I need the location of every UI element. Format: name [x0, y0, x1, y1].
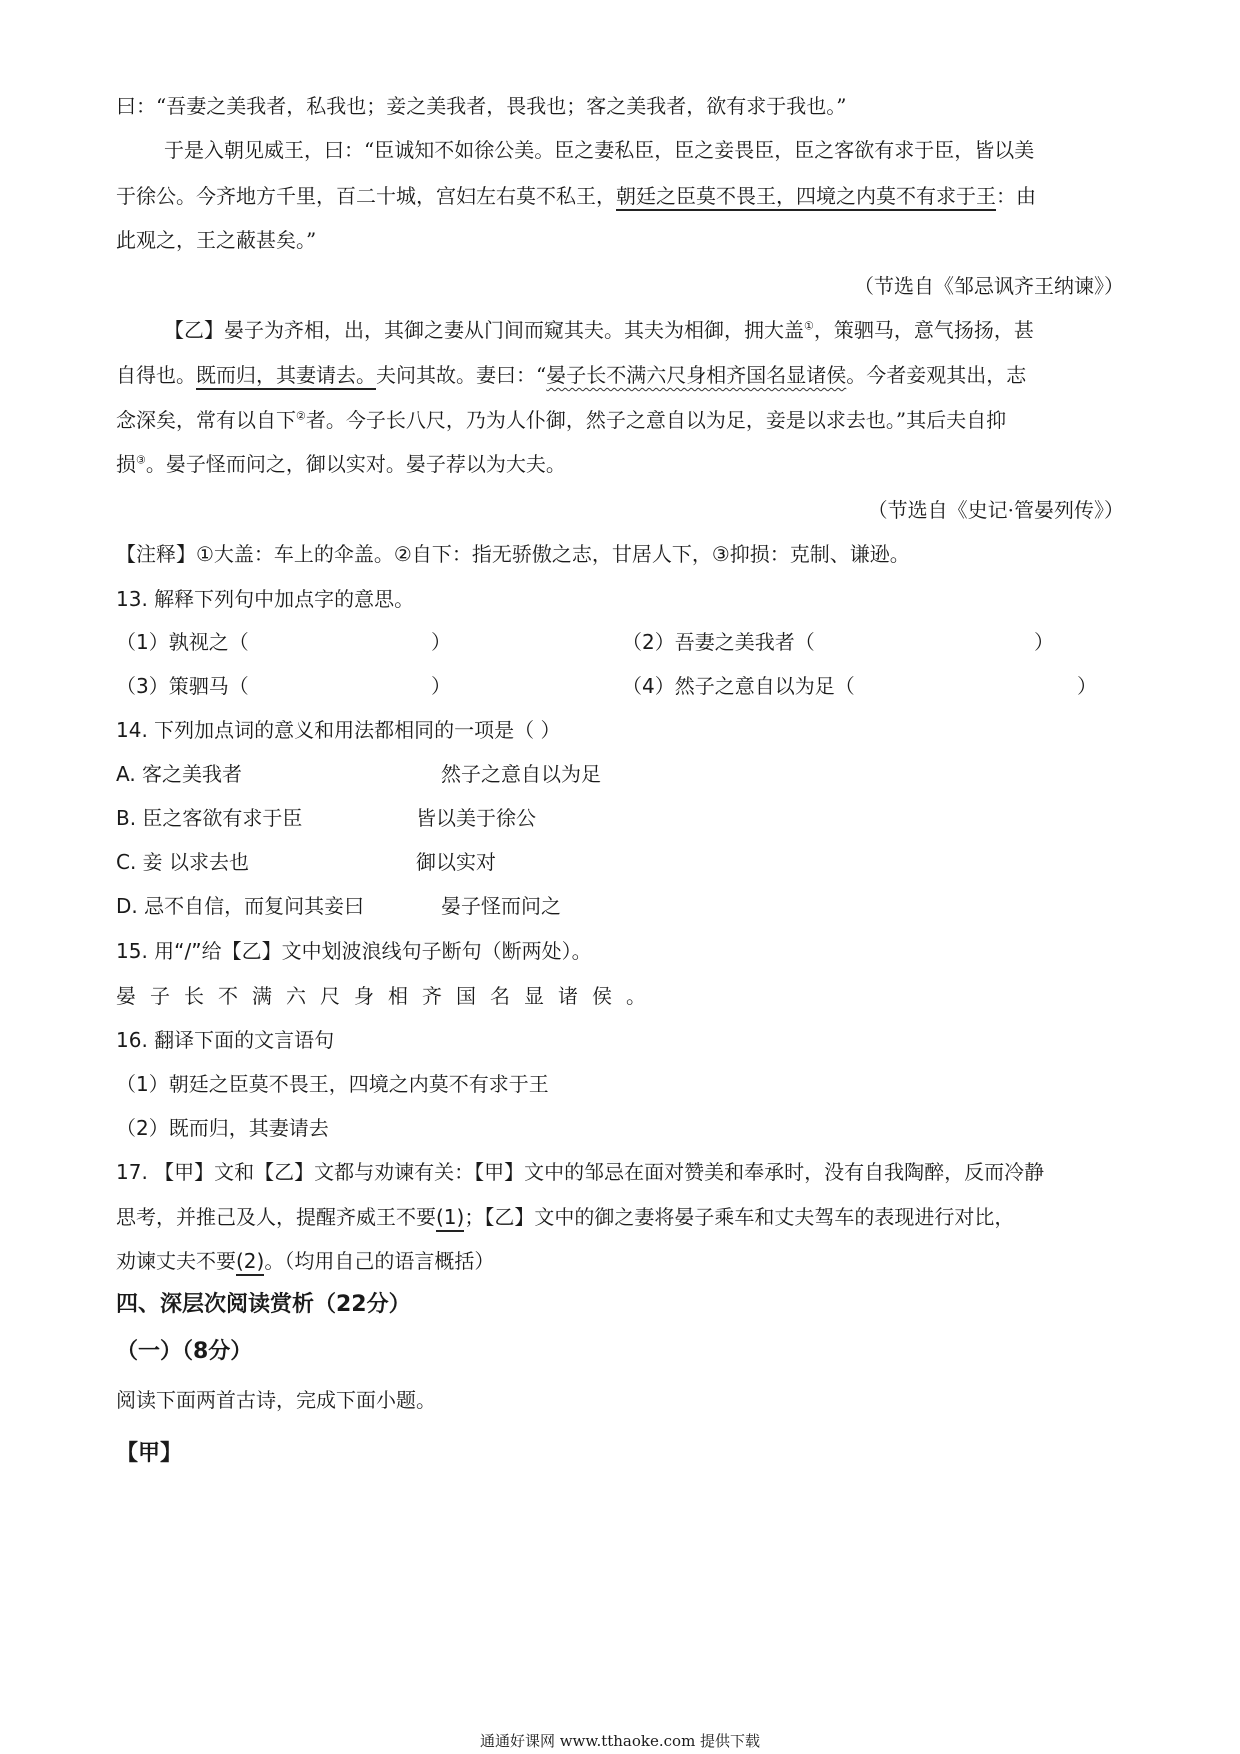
passage-line-1: 曰：“吾妻之美我者，私我也；妾之美我者，畏我也；客之美我者，欲有求于我也。”: [116, 94, 847, 118]
q14-stem: 14. 下列加点词的意义和用法都相同的一项是（ ）: [116, 718, 561, 742]
underlined-sentence-1: 朝廷之臣莫不畏王，四境之内莫不有求于王: [616, 184, 996, 211]
section-4-heading: 四、深层次阅读赏析（22分）: [116, 1292, 411, 1317]
q16-item-1: （1）朝廷之臣莫不畏王，四境之内莫不有求于王: [116, 1072, 549, 1096]
source-citation-1: （节选自《邹忌讽齐王纳谏》）: [854, 274, 1124, 298]
q17-line-3: 劝谏丈夫不要(2)。（均用自己的语言概括）: [116, 1247, 1126, 1275]
section-4-sub-heading: （一）（8分）: [116, 1339, 253, 1364]
q17-line-1: 17. 【甲】文和【乙】文都与劝谏有关：【甲】文中的邹忌在面对赞美和奉承时，没有自我陶醉，反而冷静: [116, 1160, 1045, 1184]
passage-line-3: 于徐公。今齐地方千里，百二十城，宫妇左右莫不私王，朝廷之臣莫不畏王，四境之内莫不有求于王：由: [116, 182, 1126, 210]
q14-option-a: A. 客之美我者 然子之意自以为足: [116, 762, 601, 786]
q14-option-c: C. 妾 以求去也 御以实对: [116, 850, 496, 874]
annotation-notes: 【注释】①大盖：车上的伞盖。②自下：指无骄傲之志，甘居人下，③抑损：克制、谦逊。: [116, 542, 910, 566]
q13-item-3: （3）策驷马（ ）: [116, 674, 451, 698]
q14-option-b: B. 臣之客欲有求于臣 皆以美于徐公: [116, 806, 536, 830]
poem-jia-label: 【甲】: [116, 1441, 183, 1466]
section-4-instruction: 阅读下面两首古诗，完成下面小题。: [116, 1388, 436, 1412]
q14-option-d: D. 忌不自信，而复问其妾曰 晏子怪而问之: [116, 894, 561, 918]
q17-line-2: 思考，并推己及人，提醒齐威王不要(1)；【乙】文中的御之妻将晏子乘车和丈夫驾车的表现进行对比，: [116, 1203, 1126, 1231]
q13-item-2: （2）吾妻之美我者（ ）: [622, 630, 1054, 654]
passage-line-7: 念深矣，常有以自下②者。今子长八尺，乃为人仆御，然子之意自以为足，妾是以求去也。”其后夫自抑: [116, 408, 1007, 432]
passage-line-4: 此观之，王之蔽甚矣。”: [116, 228, 317, 252]
passage-line-5: 【乙】晏子为齐相，出，其御之妻从门间而窥其夫。其夫为相御，拥大盖①，策驷马，意气扬扬，甚: [164, 318, 1034, 342]
passage-line-8: 损③。晏子怪而问之，御以实对。晏子荐以为大夫。: [116, 452, 566, 476]
passage-line-2: 于是入朝见威王，曰：“臣诚知不如徐公美。臣之妻私臣，臣之妾畏臣，臣之客欲有求于臣，皆以美: [164, 138, 1035, 162]
underlined-sentence-2: 既而归，其妻请去。: [196, 363, 376, 390]
q16-item-2: （2）既而归，其妻请去: [116, 1116, 329, 1140]
q15-sentence: 晏子长不满六尺身相齐国名显诸侯。: [116, 984, 660, 1008]
q16-stem: 16. 翻译下面的文言语句: [116, 1028, 335, 1052]
q15-stem: 15. 用“/”给【乙】文中划波浪线句子断句（断两处）。: [116, 939, 592, 963]
page-footer: 通通好课网 www.tthaoke.com 提供下载: [479, 1732, 761, 1750]
q13-stem: 13. 解释下列句中加点字的意思。: [116, 587, 415, 611]
passage-line-6: 自得也。既而归，其妻请去。夫问其故。妻曰：“晏子长不满六尺身相齐国名显诸侯。今者妾观其出，志: [116, 361, 1126, 389]
wavy-sentence: 晏子长不满六尺身相齐国名显诸侯: [546, 363, 847, 387]
blank-2: (2): [236, 1249, 264, 1276]
source-citation-2: （节选自《史记·管晏列传》）: [867, 498, 1124, 522]
q13-item-4: （4）然子之意自以为足（ ）: [622, 674, 1097, 698]
blank-1: (1): [436, 1205, 464, 1232]
q13-item-1: （1）孰视之（ ）: [116, 630, 451, 654]
